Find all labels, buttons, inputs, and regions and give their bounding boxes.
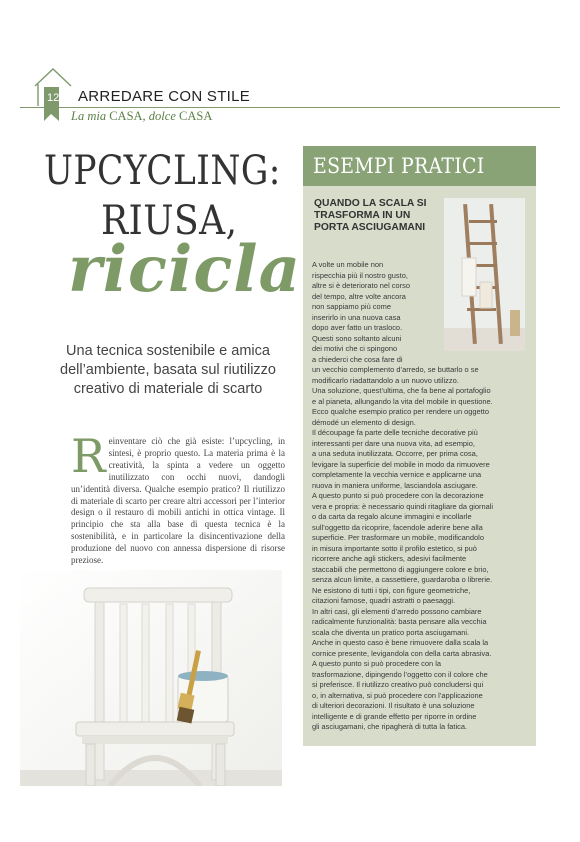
text-line: vera e propria: è necessario quindi ritagliare da giornali: [312, 501, 494, 511]
text-line: trasformazione, dipingendo l’oggetto con il colore che: [312, 669, 488, 679]
text-line: Questi sono soltanto alcuni: [312, 333, 402, 343]
text-line: modificarlo riadattandolo a un nuovo utilizzo.: [312, 375, 459, 385]
text-line: dopo aver fatto un trasloco.: [312, 323, 403, 332]
text-line: non sappiamo più come: [312, 302, 391, 311]
page-number: 12: [47, 92, 60, 104]
text-line: inserirlo in una nuova casa: [312, 312, 401, 322]
sidebar-title: ESEMPI PRATICI: [313, 154, 485, 178]
intro-paragraph: [71, 429, 285, 567]
text-line: ricorrere anche agli stickers, adesivi facilmente: [312, 554, 467, 563]
text-line: cornice presente, levigandola con della carta abrasiva.: [312, 648, 492, 658]
text-line: A questo punto si può procedere con la: [312, 659, 442, 668]
sidebar-header: [303, 146, 536, 186]
text-line: A volte un mobile non: [312, 260, 384, 269]
text-line: démodé un elemento di design.: [312, 417, 416, 427]
text-line: senza alcun limite, a cassettiere, guardaroba o librerie.: [312, 575, 493, 584]
header-divider: [20, 107, 560, 108]
text-line: a chiederci che cosa fare di: [312, 354, 403, 364]
text-line: Ecco qualche esempio pratico per rendere un oggetto: [312, 407, 489, 416]
sidebar-box: [303, 146, 536, 746]
headline-script: ricicla: [68, 232, 302, 307]
text-line: staccabili che permettono di aggiungere colore e brio,: [312, 564, 489, 574]
text-line: interessanti per dare una nuova vita, ad esempio,: [312, 438, 475, 448]
chair-photo: [20, 570, 282, 786]
text-line: di ulteriori decorazioni. Il risultato è una soluzione: [312, 701, 475, 710]
text-line: A questo punto si può procedere con la decorazione: [312, 491, 484, 500]
text-line: citazioni famose, quadri astratti o paesaggi.: [312, 596, 456, 605]
text-line: Il découpage fa parte delle tecniche decorative più: [312, 428, 478, 437]
text-line: a una seduta inutilizzata. Occorre, per prima cosa,: [312, 449, 478, 458]
text-line: si preferisce. Il riutilizzo creativo può concludersi qui: [312, 680, 484, 689]
lead-paragraph: Una tecnica sostenibile e amica dell’ambiente, basata sul riutilizzo creativo di materiale di scarto: [60, 343, 276, 397]
section-title: ARREDARE CON STILE: [78, 88, 251, 105]
magazine-subtitle: La mia CASA, dolce CASA: [71, 109, 213, 123]
text-line: del tempo, altre volte ancora: [312, 291, 406, 301]
text-line: Anche in questo caso è bene rimuovere dalla scala la: [312, 638, 489, 647]
text-line: In altri casi, gli elementi d’arredo possono cambiare: [312, 606, 482, 616]
page-header: [0, 0, 580, 130]
text-line: rispecchia più il nostro gusto,: [312, 270, 408, 280]
text-line: Ne esistono di tutti i tipi, con figure geometriche,: [312, 585, 471, 595]
text-line: in misura importante sotto il profilo estetico, si può: [312, 543, 477, 553]
text-line: o, in alternativa, si può procedere con l’applicazione: [312, 690, 483, 700]
intro-text: einventare ciò che già esiste: l’upcycling, in sintesi, è proprio questo. La materia prima è la creatività, la spinta a vedere un oggetto inutilizzato con occhi nuovi, dandogli un’identità diversa. Qualche esempio pratico? Il riutilizzo di materiale di scarto per creare altri accessori per l’interior design o il restauro di mobili antichi in ottica vintage. Il principio che sta alla base di questa tecnica è la sostenibilità, e in particolare la disincentivazione della produzione del nuovo con annessa dispersione di risorse preziose.: [71, 436, 285, 566]
text-line: dei motivi che ci spingono: [312, 344, 398, 353]
text-line: sull’oggetto da ricoprire, facendole aderire bene alla: [312, 522, 483, 532]
text-line: o da carta da regalo alcune immagini e incollarle: [312, 512, 472, 521]
text-line: superficie. Per trasformare un mobile, modificandolo: [312, 533, 484, 542]
text-line: completamente la vecchia vernice e applicarne una: [312, 470, 482, 479]
text-line: scala che diventa un pratico porta asciugamani.: [312, 627, 470, 637]
text-line: intelligente e di grande effetto per riporre in ordine: [312, 711, 477, 721]
sidebar-body: [312, 260, 530, 733]
sidebar-headline: QUANDO LA SCALA SI TRASFORMA IN UN PORTA ASCIUGAMANI: [314, 198, 427, 233]
headline-line-2: RIUSA,: [101, 198, 238, 244]
text-line: e al pianeta, allungando la vita del mobile in questione.: [312, 396, 493, 406]
text-line: un vecchio complemento d’arredo, se buttarlo o se: [312, 365, 479, 374]
text-line: radicalmente funzionalità: basta pensare alla vecchia: [312, 617, 487, 626]
headline-line-1: UPCYCLING:: [44, 148, 281, 194]
text-line: gli asciugamani, che ripagherà di tutta la fatica.: [312, 722, 468, 731]
drop-cap: R: [71, 429, 106, 483]
text-line: altre si è deteriorato nel corso: [312, 281, 410, 290]
text-line: levigare la superficie del mobile in modo da rimuovere: [312, 459, 490, 469]
text-line: Una soluzione, quest’ultima, che fa bene al portafoglio: [312, 386, 491, 395]
text-line: nuova in maniera uniforme, lasciandola asciugare.: [312, 480, 478, 490]
